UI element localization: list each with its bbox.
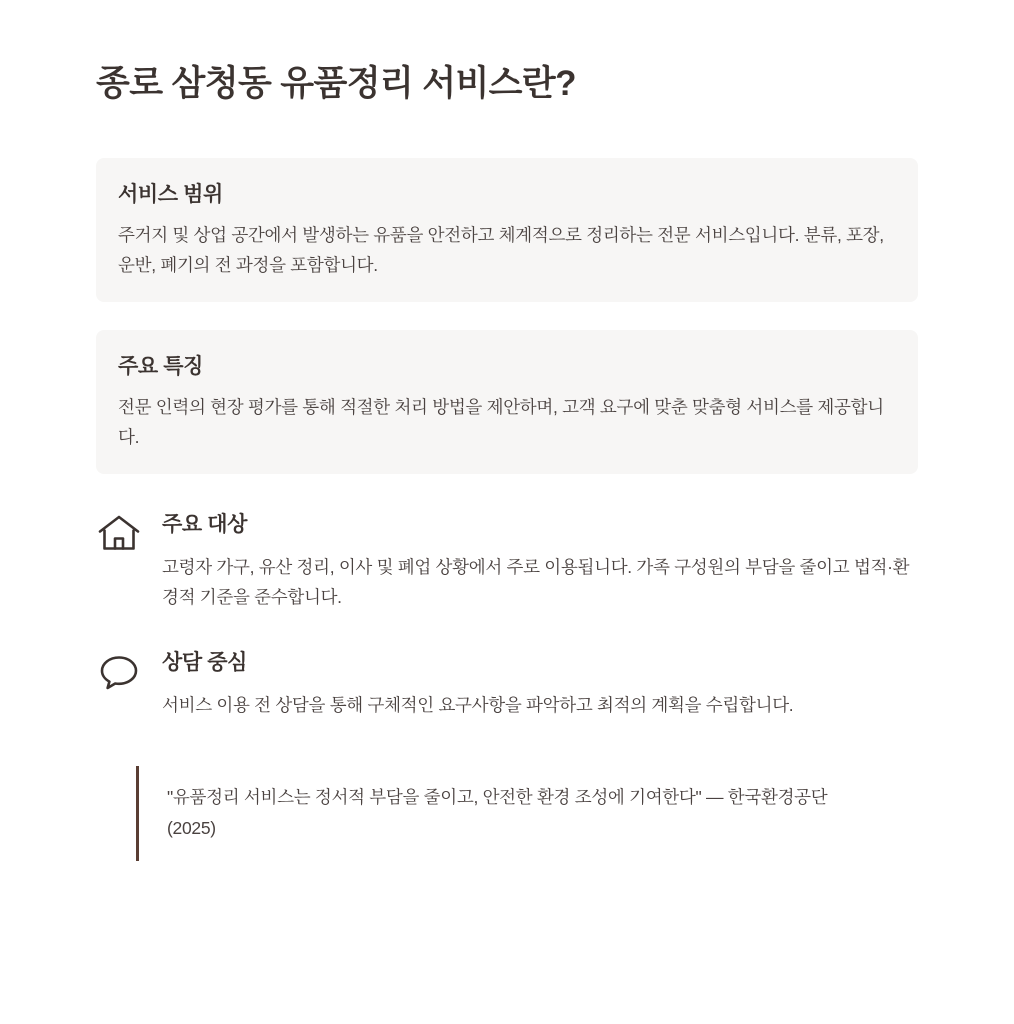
icon-section-content bbox=[150, 508, 918, 612]
speech-bubble-icon bbox=[96, 646, 150, 692]
icon-section-content bbox=[150, 646, 918, 720]
icon-section-heading: 상담 중심 bbox=[162, 651, 247, 675]
info-card-heading: 주요 특징 bbox=[118, 354, 203, 378]
info-card-key-features bbox=[96, 330, 918, 474]
icon-section-consultation bbox=[96, 646, 918, 720]
info-card-service-scope bbox=[96, 158, 918, 302]
icon-section-main-targets bbox=[96, 508, 918, 612]
info-card-body: 주거지 및 상업 공간에서 발생하는 유품을 안전하고 체계적으로 정리하는 전문 서비스입니다. 분류, 포장, 운반, 폐기의 전 과정을 포함합니다. bbox=[118, 224, 884, 275]
pull-quote bbox=[136, 766, 878, 860]
info-card-heading: 서비스 범위 bbox=[118, 182, 223, 206]
info-card-body: 전문 인력의 현장 평가를 통해 적절한 처리 방법을 제안하며, 고객 요구에 맞춘 맞춤형 서비스를 제공합니다. bbox=[118, 396, 884, 448]
pull-quote-text: "유품정리 서비스는 정서적 부담을 줄이고, 안전한 환경 조성에 기여한다" — 한국환경공단 (2025) bbox=[167, 787, 828, 838]
icon-section-body: 서비스 이용 전 상담을 통해 구체적인 요구사항을 파악하고 최적의 계획을 수립합니다. bbox=[162, 695, 794, 716]
icon-section-body: 고령자 가구, 유산 정리, 이사 및 폐업 상황에서 주로 이용됩니다. 가족 구성원의 부담을 줄이고 법적·환경적 기준을 준수합니다. bbox=[162, 557, 910, 608]
home-icon bbox=[96, 508, 150, 554]
icon-section-heading: 주요 대상 bbox=[162, 513, 247, 537]
page-title: 종로 삼청동 유품정리 서비스란? bbox=[96, 64, 576, 103]
